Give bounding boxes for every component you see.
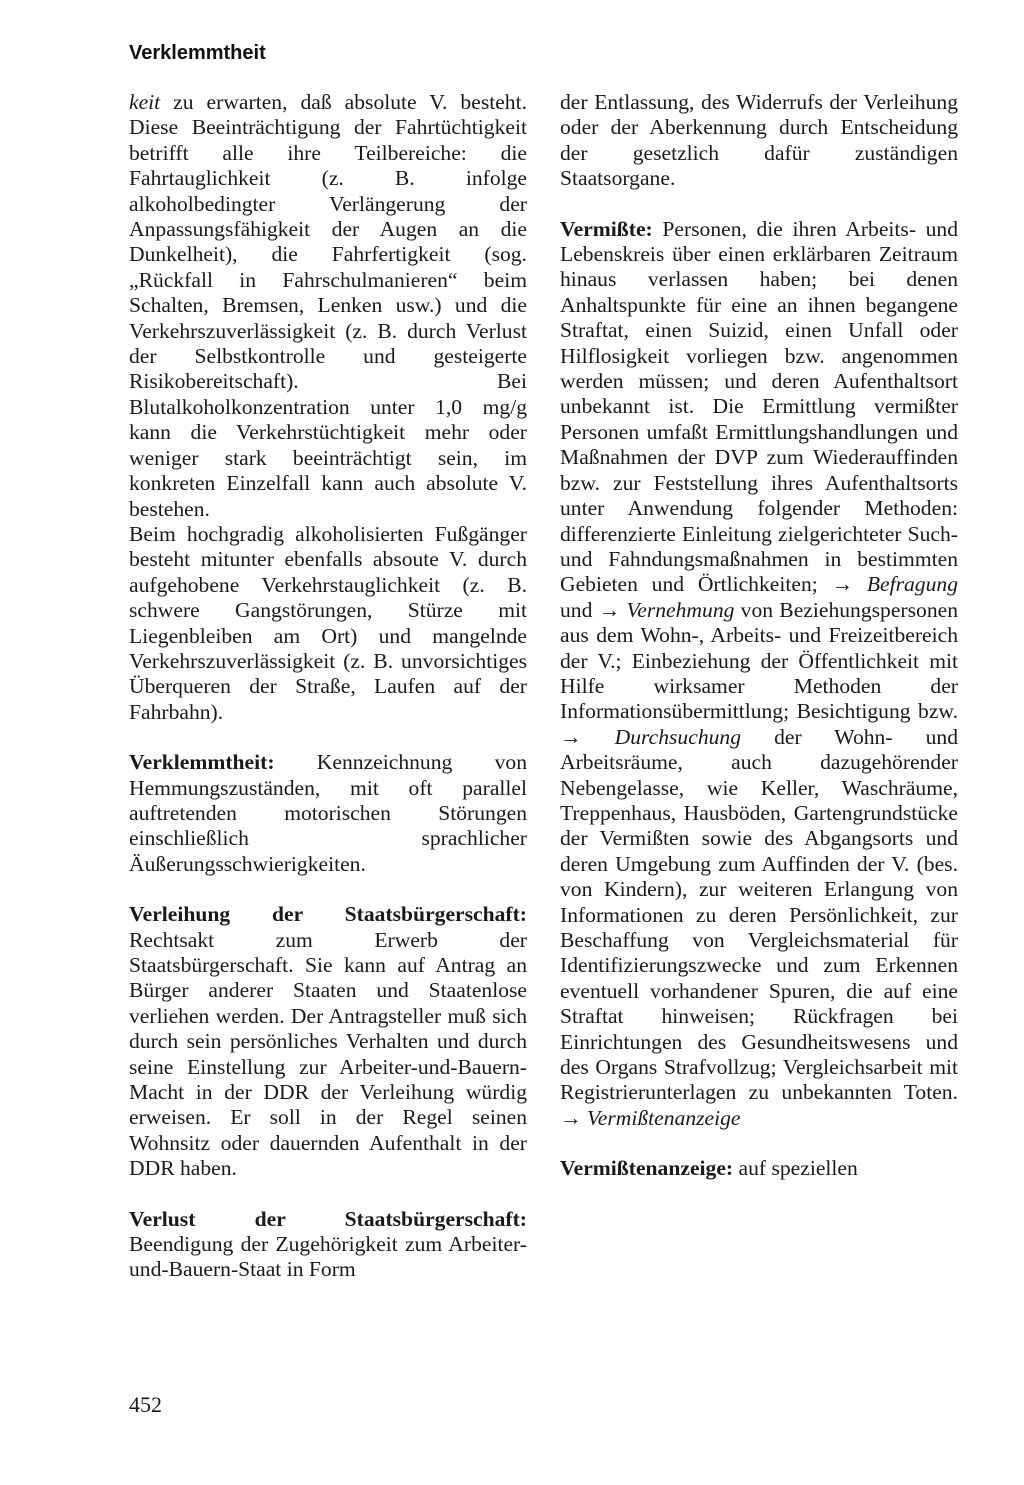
paragraph-text: zu erwarten, daß absolute V. besteht. Diese Beeinträchtigung der Fahrtüchtigkeit betrifft alle ihre Teilbereiche: die Fahrtauglichkeit (z. B. infolge alkoholbedingter Verlängerung der Anpassungsfähigkeit der Augen an die Dunkelheit), die Fahrfertigkeit (sog. „Rückfall in Fahrschulmanieren“ beim Schalten, Bremsen, Lenken usw.) und die Verkehrszuverlässigkeit (z. B. durch Verlust der Selbstkontrolle und gesteigerte Risikobereitschaft). Bei Blutalkoholkonzentration unter 1,0 mg/g kann die Verkehrstüchtigkeit mehr oder weniger stark beeinträchtigt sein, im konkreten Einzelfall kann auch absolute V. bestehen. [129,90,527,521]
entry-term: Verleihung der Staatsbürgerschaft: [129,902,527,927]
entry-term: Verlust der Staatsbürgerschaft: [129,1206,527,1231]
cross-reference-befragung: Befragung [866,572,958,597]
entry-definition: und → [560,597,627,622]
entry-definition: Beendigung der Zugehörigkeit zum Arbeiter-und-Bauern-Staat in Form [129,1232,527,1282]
italic-fragment: keit [129,90,161,114]
entry-vermisstenanzeige [560,1156,958,1181]
entry-verklemmtheit [129,750,527,877]
paragraph-pedestrian: Beim hochgradig alkoholisierten Fußgänger besteht mitunter ebenfalls absoute V. durch aufgehobene Verkehrstauglichkeit (z. B. schwere Gangstörungen, Stürze mit Liegenbleiben am Ort) und mangelnde Verkehrszuverlässigkeit (z. B. unvorsichtiges Überqueren der Straße, Laufen auf der Fahrbahn). [129,521,527,724]
paragraph-verlust-continuation: der Entlassung, des Widerrufs der Verleihung oder der Aberkennung durch Entscheidung der gesetzlich dafür zuständigen Staatsorgane. [560,90,958,191]
cross-reference-vernehmung: Vernehmung [626,597,735,622]
entry-definition: der Wohn- und Arbeitsräume, auch dazugehörender Nebengelasse, wie Keller, Waschräume, Treppenhaus, Hausböden, Gartengrundstücke der Vermißten sowie des Abgangsorts und deren Umgebung zum Auffinden der V. (bes. von Kindern), zur weiteren Erlangung von Informationen zu deren Persönlichkeit, zur Beschaffung von Vergleichsmaterial für Identifizierungszwecke und zum Erkennen eventuell vorhandener Spuren, die auf eine Straftat hinweisen; Rückfragen bei Einrichtungen des Gesundheitswesens und des Organs Strafvollzug; Vergleichsarbeit mit Registrierunterlagen zu unbekannten Toten. → [560,724,958,1130]
entry-definition: von Beziehungspersonen aus dem Wohn-, Arbeits- und Freizeitbereich der V.; Einbeziehung der Öffentlichkeit mit Hilfe wirksamer Methoden der Informationsübermittlung; Besichtigung bzw. → [560,597,958,749]
entry-term: Verklemmtheit: [129,750,275,775]
running-title: Verklemmtheit [129,42,266,64]
paragraph-alcohol-continuation [129,90,527,522]
right-column [560,90,958,1182]
cross-reference-vermisstenanzeige: Vermißtenanzeige [587,1105,741,1130]
cross-reference-durchsuchung: Durchsuchung [614,724,742,749]
entry-definition: Kennzeichnung von Hemmungszuständen, mit oft parallel auftretenden motorischen Störungen einschließlich sprachlicher Äußerungsschwierigkeiten. [129,750,527,876]
page-number: 452 [129,1392,162,1417]
entry-verlust [129,1207,527,1283]
entry-vermisste [560,217,958,1132]
entry-definition: Personen, die ihren Arbeits- und Lebenskreis über einen erklärbaren Zeitraum hinaus verlassen haben; bei denen Anhaltspunkte für eine an ihnen begangene Straftat, einen Suizid, einen Unfall oder Hilflosigkeit vorliegen bzw. angenommen werden müssen; und deren Aufenthaltsort unbekannt ist. Die Ermittlung vermißter Personen umfaßt Ermittlungshandlungen und Maßnahmen der DVP zum Wiederauffinden bzw. zur Feststellung ihres Aufenthaltsorts unter Anwendung folgender Methoden: differenzierte Einleitung zielgerichteter Such- und Fahndungsmaßnahmen in bestimmten Gebieten und Örtlichkeiten; → [560,216,958,597]
left-column [129,90,527,1283]
entry-term: Vermißte: [560,216,653,241]
entry-verleihung [129,902,527,1181]
entry-definition: auf speziellen [733,1156,858,1181]
entry-term: Vermißtenanzeige: [560,1156,734,1181]
entry-definition: Rechtsakt zum Erwerb der Staatsbürgerschaft. Sie kann auf Antrag an Bürger anderer Staaten und Staatenlose verliehen werden. Der Antragsteller muß sich durch sein persönliches Verhalten und durch seine Einstellung zur Arbeiter-und-Bauern-Macht in der DDR der Verleihung würdig erweisen. Er soll in der Regel seinen Wohnsitz oder dauernden Aufenthalt in der DDR haben. [129,927,527,1181]
